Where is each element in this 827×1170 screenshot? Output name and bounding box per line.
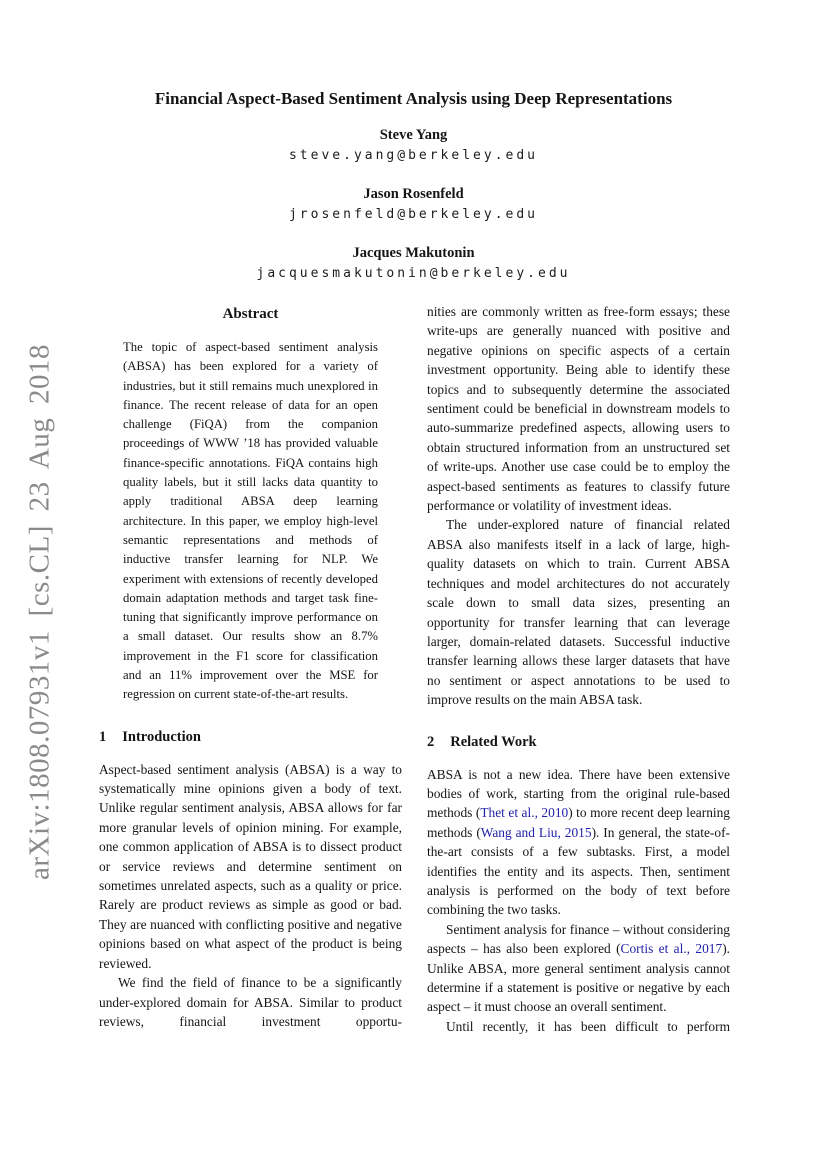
author-email: jrosenfeld@berkeley.edu — [288, 207, 538, 222]
section-heading-related-work — [427, 733, 730, 751]
abstract-heading: Abstract — [222, 306, 279, 322]
section-number: 1 — [99, 728, 107, 745]
left-column — [99, 302, 402, 1036]
paragraph-intro-1: Aspect-based sentiment analysis (ABSA) is a way to systematically mine opinions given a body of text. Unlike regular sentiment analysis, ABSA allows for far more granular levels of opinion mining. For example, one common application of ABSA is to dissect product or service reviews and determine sentiment on sometimes unrelated aspects, such as a quality or price. Rarely are product reviews as simple as good or bad. They are nuanced with conflicting positive and negative opinions based on what aspect of the product is being reviewed. — [99, 761, 402, 971]
paper-title: Financial Aspect-Based Sentiment Analysis using Deep Representations — [154, 89, 673, 108]
paragraph-intro-3: The under-explored nature of financial related ABSA also manifests itself in a lack of large, high-quality datasets on which to train. Current ABSA techniques and model architectures do not accurately scale down to small data sizes, presenting an opportunity for transfer learning that can leverage larger, domain-related datasets. Successful inductive transfer learning allows these larger datasets that have no sentiment or aspect annotations to be used to improve results on the main ABSA task. — [427, 517, 730, 708]
author-name: Jason Rosenfeld — [363, 186, 464, 202]
author-name: Steve Yang — [379, 127, 448, 143]
arxiv-watermark: arXiv:1808.07931v1 [cs.CL] 23 Aug 2018 — [23, 344, 56, 880]
author-email: jacquesmakutonin@berkeley.edu — [256, 266, 571, 281]
text-run: ). Unlike ABSA, more general sentiment analysis cannot determine if a statement is positive or negative by each aspect – it must choose an overall sentiment. — [427, 941, 730, 1015]
paragraph-intro-2-right: nities are commonly written as free-form essays; these write-ups are generally nuanced with positive and negative opinions on specific aspects of a certain investment opportunity. Being able to identify these topics and to subsequently determine the associated sentiment could be beneficial in downstream models to auto-summarize predefined aspects, allowing users to obtain structured information from an unstructured set of write-ups. Another use case could be to employ the aspect-based sentiments as features to classify future performance or volatility of investment ideas. — [427, 304, 730, 514]
abstract-text: The topic of aspect-based sentiment analysis (ABSA) has been explored for a variety of industries, but it still remains much unexplored in finance. The recent release of data for an open challenge (FiQA) from the companion proceedings of WWW ’18 has provided valuable finance-specific annotations. FiQA contains high quality labels, but it still lacks data quantity to apply traditional ABSA deep learning architecture. In this paper, we employ high-level semantic representations and methods of inductive transfer learning for NLP. We experiment with extensions of recently developed domain adaptation methods and target task fine-tuning that significantly improve performance on a small dataset. Our results show an 8.7% improvement in the F1 score for classification and an 11% improvement over the MSE for regression on current state-of-the-art results. — [123, 340, 378, 702]
citation-link-thet-2010[interactable]: Thet et al., 2010 — [480, 805, 569, 821]
paragraph-intro-2-left: We find the field of finance to be a significantly under-explored domain for ABSA. Similar to product reviews, financial investment opportu- — [99, 975, 402, 1029]
paragraph-related-1 — [427, 765, 730, 920]
paragraph-related-3: Until recently, it has been difficult to perform — [446, 1018, 730, 1034]
section-title: Introduction — [122, 728, 201, 745]
text-run: Sentiment analysis for finance – without considering aspects – has also been explored ( — [427, 921, 730, 957]
citation-link-wang-liu-2015[interactable]: Wang and Liu, 2015 — [480, 824, 592, 840]
two-column-body — [99, 302, 730, 1036]
paper-header — [0, 88, 827, 303]
section-title: Related Work — [450, 733, 537, 750]
author-block — [0, 185, 827, 224]
section-heading-introduction — [99, 728, 402, 746]
author-block — [0, 244, 827, 283]
text-run: ). In general, the state-of-the-art consists of a few subtasks. First, a model identifies the entity and its aspects. Then, sentiment analysis is performed on the body of text before combining the two tasks. — [427, 824, 730, 918]
paragraph-related-2 — [427, 920, 730, 1017]
right-column — [427, 302, 730, 1036]
text-run: ABSA is not a new idea. There have been extensive bodies of work, starting from the original rule-based methods ( — [427, 766, 730, 821]
author-name: Jacques Makutonin — [352, 245, 475, 261]
citation-link-cortis-2017[interactable]: Cortis et al., 2017 — [620, 941, 723, 957]
text-run: ) to more recent deep learning methods ( — [427, 805, 730, 840]
author-block — [0, 126, 827, 165]
section-number: 2 — [427, 733, 435, 750]
author-email: steve.yang@berkeley.edu — [288, 148, 538, 163]
